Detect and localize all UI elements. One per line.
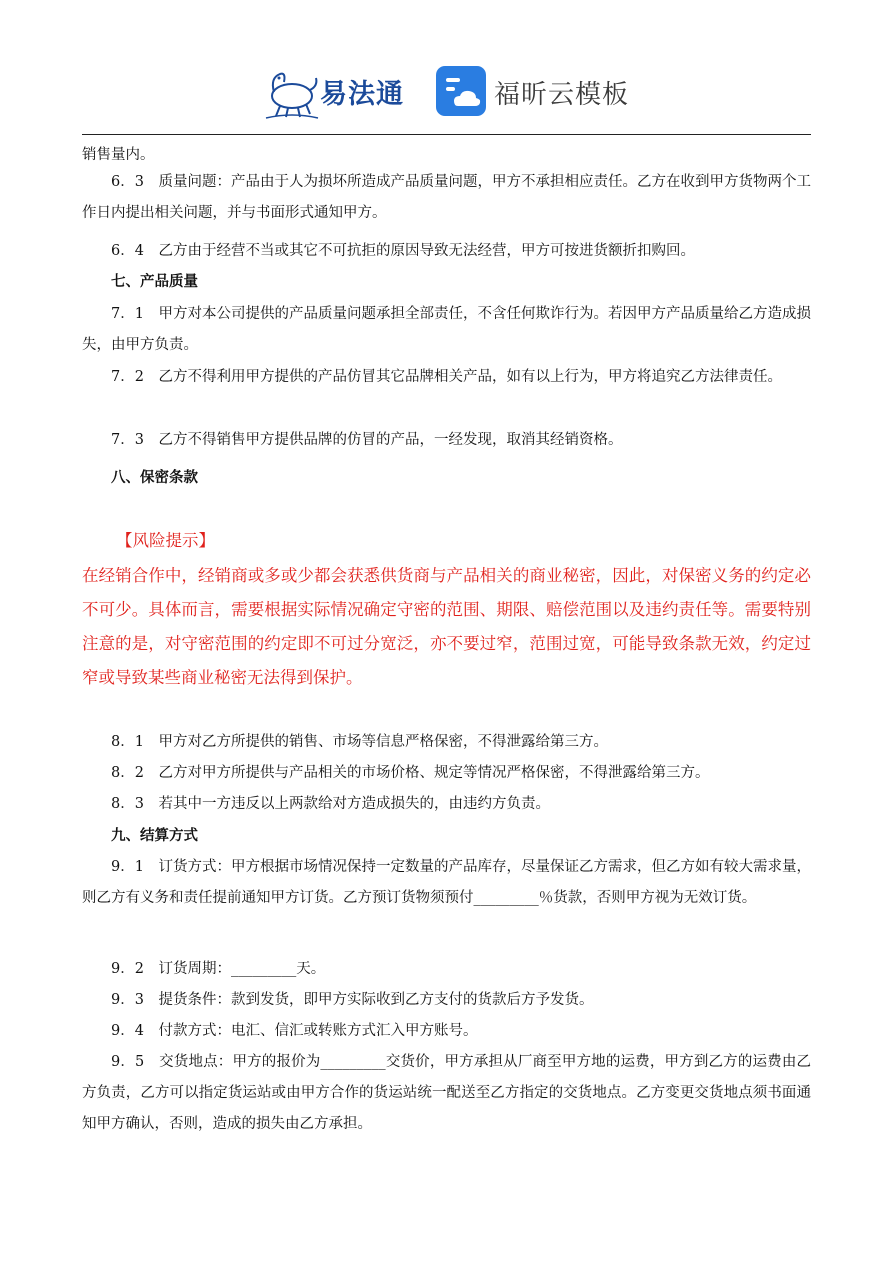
clause-9-2: 9．2 订货周期：_________天。 (111, 961, 326, 977)
clause-6-4: 6．4 乙方由于经营不当或其它不可抗拒的原因导致无法经营，甲方可按进货额折扣购回。 (111, 243, 695, 259)
risk-alert-body: 在经销合作中，经销商或多或少都会获悉供货商与产品相关的商业秘密，因此，对保密义务的约定必不可少。具体而言，需要根据实际情况确定守密的范围、期限、赔偿范围以及违约责任等。需要特别注意的是，对守密范围的约定即不可过分宽泛，亦不要过窄，范围过宽，可能导致条款无效，约定过窄或导致某些商业秘密无法得到保护。 (82, 566, 811, 687)
clause-8-2: 8．2 乙方对甲方所提供与产品相关的市场价格、规定等情况严格保密，不得泄露给第三方。 (111, 765, 710, 781)
clause-9-4: 9．4 付款方式：电汇、信汇或转账方式汇入甲方账号。 (111, 1023, 478, 1039)
clause-8-1: 8．1 甲方对乙方所提供的销售、市场等信息严格保密，不得泄露给第三方。 (111, 734, 608, 750)
section-heading-9: 九、结算方式 (111, 828, 198, 844)
fuxin-logo-text: 福昕云模板 (494, 80, 630, 110)
section-heading-7: 七、产品质量 (111, 274, 198, 290)
header-divider (82, 134, 811, 135)
fuxin-cloud-doc-icon (436, 66, 486, 116)
yifatong-logo (262, 62, 417, 120)
fuxin-logo (436, 66, 636, 118)
clause-9-1: 9．1 订货方式：甲方根据市场情况保持一定数量的产品库存，尽量保证乙方需求，但乙方如有较大需求量，则乙方有义务和责任提前通知甲方订货。乙方预订货物须预付_________％货款，否则甲方视为无效订货。 (82, 859, 811, 906)
paragraph-continuation: 销售量内。 (82, 147, 155, 163)
yifatong-logo-text: 易法通 (320, 79, 404, 110)
page-header (0, 0, 893, 136)
qilin-icon (262, 62, 320, 120)
clause-7-3: 7．3 乙方不得销售甲方提供品牌的仿冒的产品，一经发现，取消其经销资格。 (111, 432, 623, 448)
clause-8-3: 8．3 若其中一方违反以上两款给对方造成损失的，由违约方负责。 (111, 796, 550, 812)
risk-alert-title: 【风险提示】 (116, 531, 215, 550)
clause-9-3: 9．3 提货条件：款到发货，即甲方实际收到乙方支付的货款后方予发货。 (111, 992, 594, 1008)
clause-7-1: 7．1 甲方对本公司提供的产品质量问题承担全部责任，不含任何欺诈行为。若因甲方产品质量给乙方造成损失，由甲方负责。 (82, 306, 811, 353)
clause-7-2: 7．2 乙方不得利用甲方提供的产品仿冒其它品牌相关产品，如有以上行为，甲方将追究乙方法律责任。 (111, 369, 782, 385)
clause-9-5: 9．5 交货地点：甲方的报价为_________交货价，甲方承担从厂商至甲方地的运费，甲方到乙方的运费由乙方负责，乙方可以指定货运站或由甲方合作的货运站统一配送至乙方指定的交货地点。乙方变更交货地点须书面通知甲方确认，否则，造成的损失由乙方承担。 (82, 1054, 811, 1132)
clause-6-3: 6．3 质量问题：产品由于人为损坏所造成产品质量问题，甲方不承担相应责任。乙方在收到甲方货物两个工作日内提出相关问题，并与书面形式通知甲方。 (82, 174, 811, 221)
section-heading-8: 八、保密条款 (111, 470, 198, 486)
